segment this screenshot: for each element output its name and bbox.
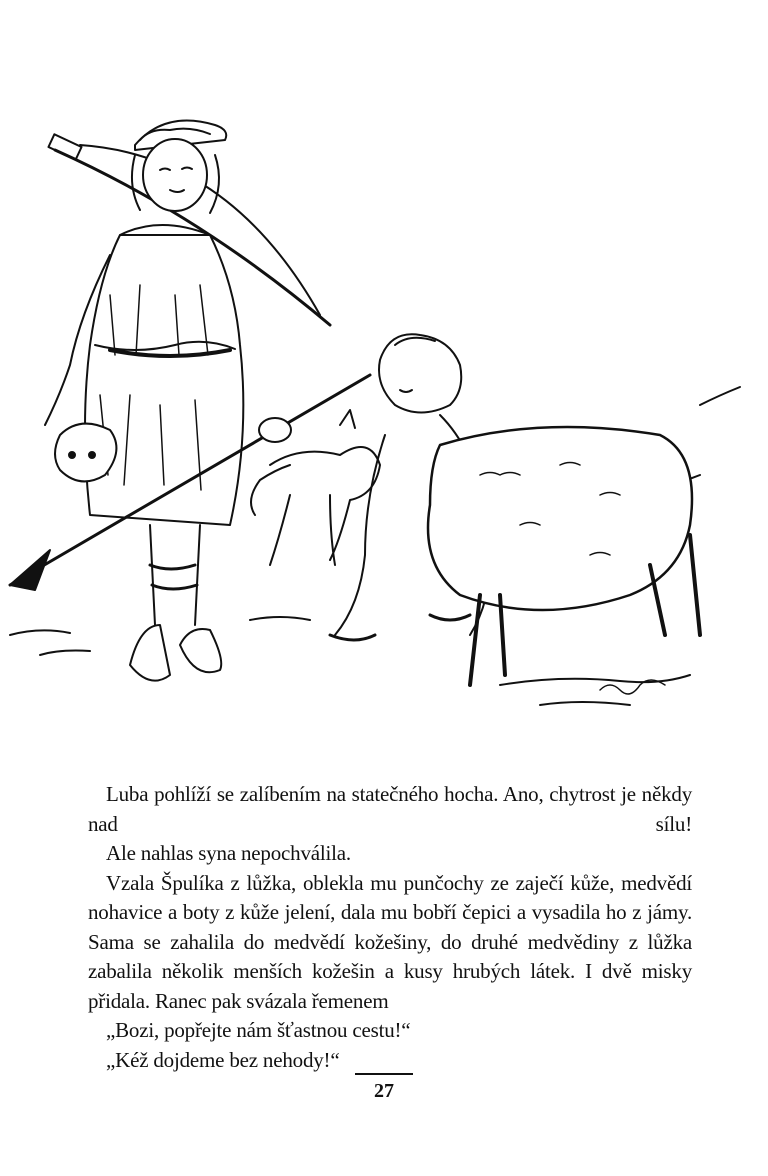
paragraph-2: Ale nahlas syna nepochválila. [106, 841, 351, 865]
page-number: 27 [374, 1080, 394, 1102]
footer-rule [355, 1073, 413, 1075]
paragraph-3: Vzala Špulíka z lůžka, oblekla mu punčochy ze zaječí kůže, medvědí nohavice a boty z kůže jelení, dala mu bobří čepici a vysadila ho z jámy. Sama se zahalila do medvědí kožešiny, do druhé medvědiny z lůžka zabalila několik menších kožešin a kusy hrubých látek. I dvě misky přidala. Ranec pak svázala řemenem [88, 870, 692, 1013]
book-illustration [0, 95, 768, 725]
paragraph-4: „Bozi, popřejte nám šťastnou cestu!“ [106, 1018, 411, 1042]
paragraph-1: Luba pohlíží se zalíbením na statečného hocha. Ano, chytrost je někdy nad sílu! [88, 782, 692, 836]
paragraph-5: „Kéž dojdeme bez nehody!“ [106, 1047, 340, 1072]
body-text [88, 780, 692, 1075]
